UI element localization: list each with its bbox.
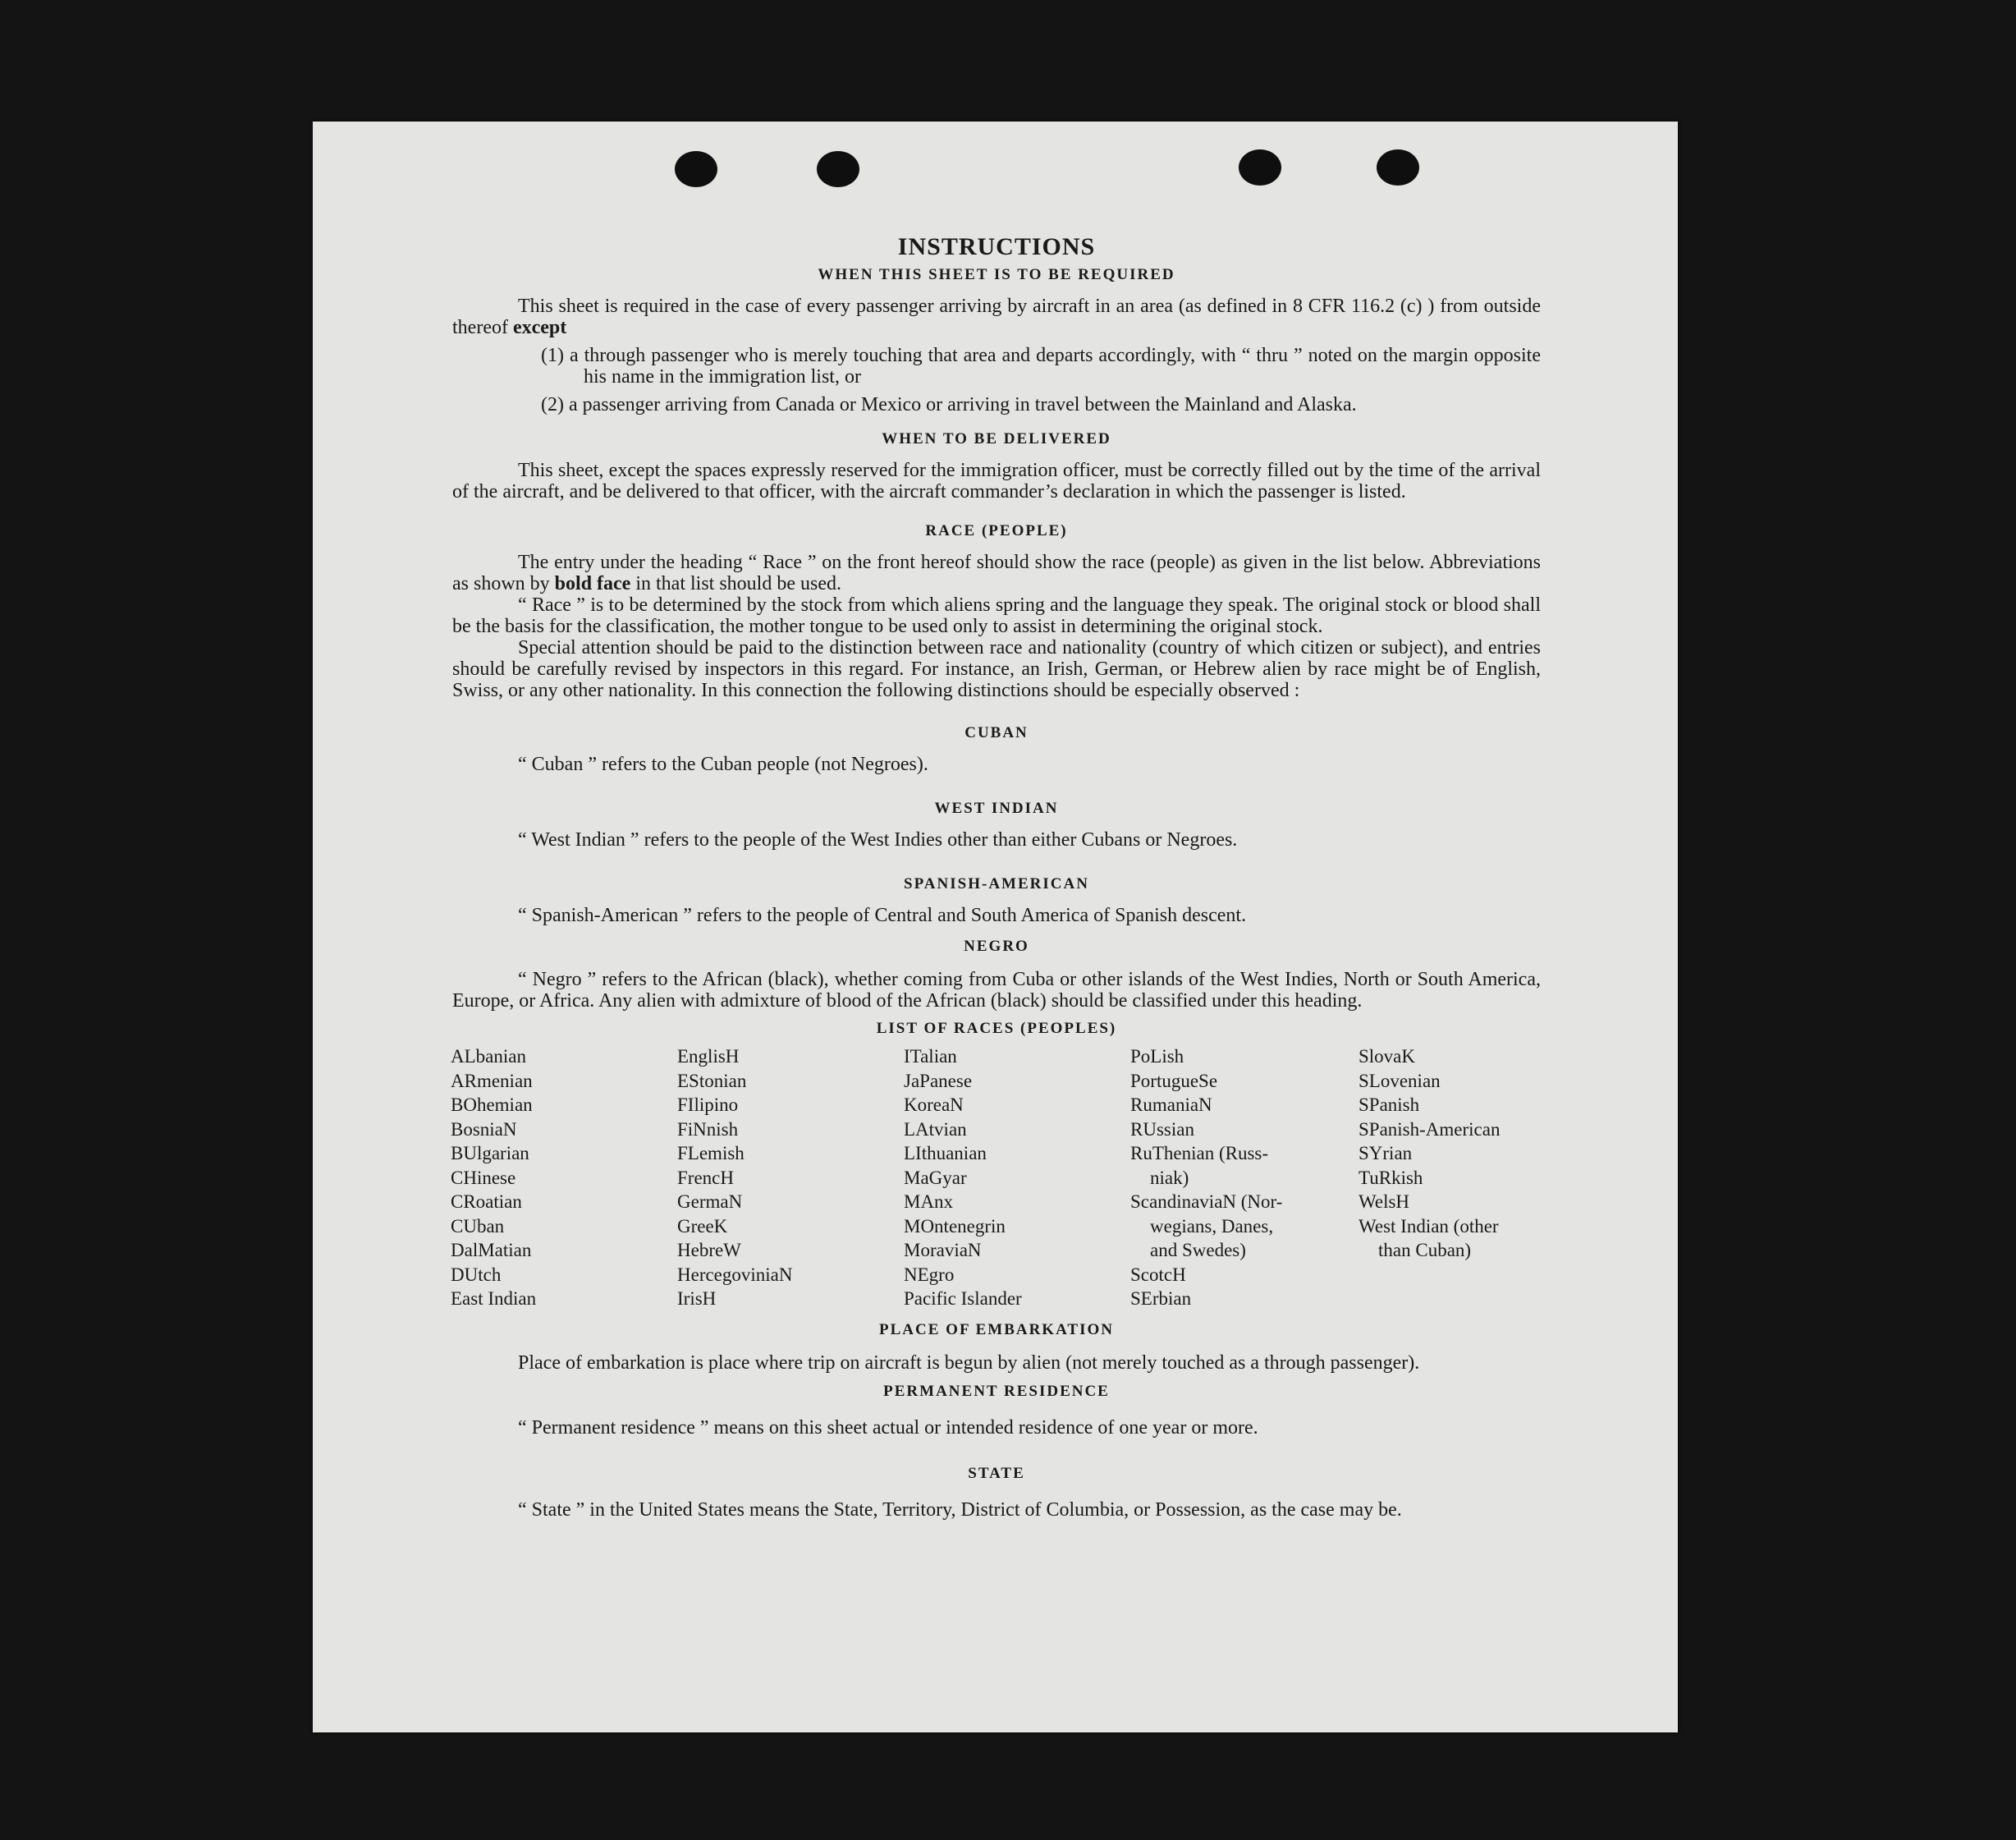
race-item: ITalian [904,1046,957,1067]
heading-state: STATE [968,1464,1025,1482]
race-paragraph-2: “ Race ” is to be determined by the stock from which aliens spring and the language they speak. The original stock or blood shall be the basis for the classification, the mother tongue to be used only to assist in determining the original stock. [452,594,1541,637]
delivered-text: This sheet, except the spaces expressly reserved for the immigration officer, must be correctly filled out by the time of the arrival of the aircraft, and be delivered to that officer, with the aircraft commander’s declaration in which the passenger is listed. [452,460,1541,502]
race-item: PoLish [1130,1046,1184,1067]
race-paragraph-1: The entry under the heading “ Race ” on the front hereof should show the race (people) as given in the list below. Abbreviations as shown by bold face in that list should be used. [452,552,1541,594]
race-item: ARmenian [451,1070,533,1091]
race-item: ALbanian [451,1046,526,1067]
required-item-1: (1) a through passenger who is merely touching that area and departs accordingly, with “ thru ” noted on the margin opposite his name in the immigration list, or [541,345,1541,388]
race-item: CUban [451,1215,505,1237]
race-item: RumaniaN [1130,1094,1212,1115]
race-item: GreeK [677,1215,728,1237]
embarkation-text: Place of embarkation is place where trip on aircraft is begun by alien (not merely touched as a through passenger). [518,1351,1420,1374]
race-item [1359,1263,1539,1287]
race-item: NEgro [904,1264,955,1285]
document-body [451,233,1541,1523]
race-item: FrencH [677,1167,734,1188]
race-item: MAnx [904,1191,954,1212]
punch-hole [817,151,859,187]
heading-negro: NEGRO [964,938,1029,955]
race-item: HebreW [677,1240,741,1260]
race-item: BUlgarian [451,1143,529,1163]
race-item: SPanish-American [1359,1118,1501,1140]
race-item: ScotcH [1130,1264,1186,1285]
race-item: SErbian [1130,1288,1192,1309]
race-item: EStonian [677,1070,747,1091]
race-item: DUtch [451,1264,502,1285]
race-item: and Swedes) [1150,1240,1246,1260]
race-item: SLovenian [1359,1070,1441,1091]
race-item: JaPanese [904,1070,973,1091]
heading-west-indian: WEST INDIAN [934,800,1059,817]
cuban-text: “ Cuban ” refers to the Cuban people (not Negroes). [518,754,928,775]
race-item: West Indian (other [1359,1215,1499,1237]
race-item: KoreaN [904,1094,964,1115]
heading-cuban: CUBAN [964,724,1029,741]
bold-face-text: bold face [554,573,631,594]
race-item: MaGyar [904,1167,967,1188]
race-item: ScandinaviaN (Nor- [1130,1191,1283,1212]
race-item: FIlipino [677,1094,739,1115]
heading-residence: PERMANENT RESIDENCE [883,1382,1110,1400]
race-item: CHinese [451,1167,516,1188]
punch-hole [1377,149,1419,186]
except-bold: except [512,317,567,338]
race-item: FiNnish [677,1118,739,1140]
west-indian-text: “ West Indian ” refers to the people of the West Indies other than either Cubans or Negroes. [518,829,1238,851]
race-item: LAtvian [904,1118,967,1140]
spanish-american-text: “ Spanish-American ” refers to the people of Central and South America of Spanish descent. [518,905,1247,926]
race-item: MoraviaN [904,1240,982,1260]
race-item: IrisH [677,1288,717,1309]
punch-hole [1239,149,1281,186]
race-item: niak) [1150,1167,1189,1188]
negro-text: “ Negro ” refers to the African (black), whether coming from Cuba or other islands of the West Indies, North or South America, Europe, or Africa. Any alien with admixture of blood of the African (black) should be classified under this heading. [452,969,1541,1012]
race-item: LIthuanian [904,1143,987,1163]
race-item: wegians, Danes, [1150,1215,1274,1237]
race-item: Pacific Islander [904,1288,1022,1309]
race-item: CRoatian [451,1191,522,1212]
race-item: EnglisH [677,1046,740,1067]
required-item-2: (2) a passenger arriving from Canada or Mexico or arriving in travel between the Mainland and Alaska. [541,394,1357,415]
race-item: MOntenegrin [904,1215,1006,1237]
race-item: PortugueSe [1130,1070,1218,1091]
races-list [451,1044,1541,1311]
race-item: BosniaN [451,1118,517,1140]
heading-spanish-american: SPANISH-AMERICAN [904,875,1089,892]
heading-race: RACE (PEOPLE) [925,522,1068,539]
required-intro: This sheet is required in the case of every passenger arriving by aircraft in an area (as defined in 8 CFR 116.2 (c) ) from outside thereof except [452,296,1541,338]
race-item: DalMatian [451,1240,532,1260]
race-item: SPanish [1359,1094,1420,1115]
instruction-sheet [313,122,1678,1732]
race-item: SYrian [1359,1143,1413,1163]
race-item: FLemish [677,1143,745,1163]
race-item: GermaN [677,1191,743,1212]
race-item: RuThenian (Russ- [1130,1143,1269,1163]
race-item: East Indian [451,1288,537,1309]
heading-list-of-races: LIST OF RACES (PEOPLES) [876,1020,1117,1037]
race-paragraph-3: Special attention should be paid to the distinction between race and nationality (country of which citizen or subject), and entries should be carefully revised by inspectors in this regard. For instance, an Irish, German, or Hebrew alien by race might be of English, Swiss, or any other nationality. In this connection the following distinctions should be especially observed : [452,637,1541,701]
page-title: INSTRUCTIONS [897,233,1096,260]
heading-delivered: WHEN TO BE DELIVERED [882,430,1111,447]
race-item: RUssian [1130,1118,1194,1140]
race-item: SlovaK [1359,1046,1415,1067]
race-item: TuRkish [1359,1167,1423,1188]
punch-hole [675,151,717,187]
heading-embarkation: PLACE OF EMBARKATION [879,1320,1114,1338]
state-text: “ State ” in the United States means the State, Territory, District of Columbia, or Possession, as the case may be. [518,1498,1402,1521]
race-item [1359,1287,1539,1311]
race-item: BOhemian [451,1094,533,1115]
race-item: HercegoviniaN [677,1264,793,1285]
residence-text: “ Permanent residence ” means on this sheet actual or intended residence of one year or more. [518,1416,1258,1439]
race-item: WelsH [1359,1191,1410,1212]
race-item: than Cuban) [1378,1240,1472,1260]
heading-required: WHEN THIS SHEET IS TO BE REQUIRED [818,266,1175,283]
